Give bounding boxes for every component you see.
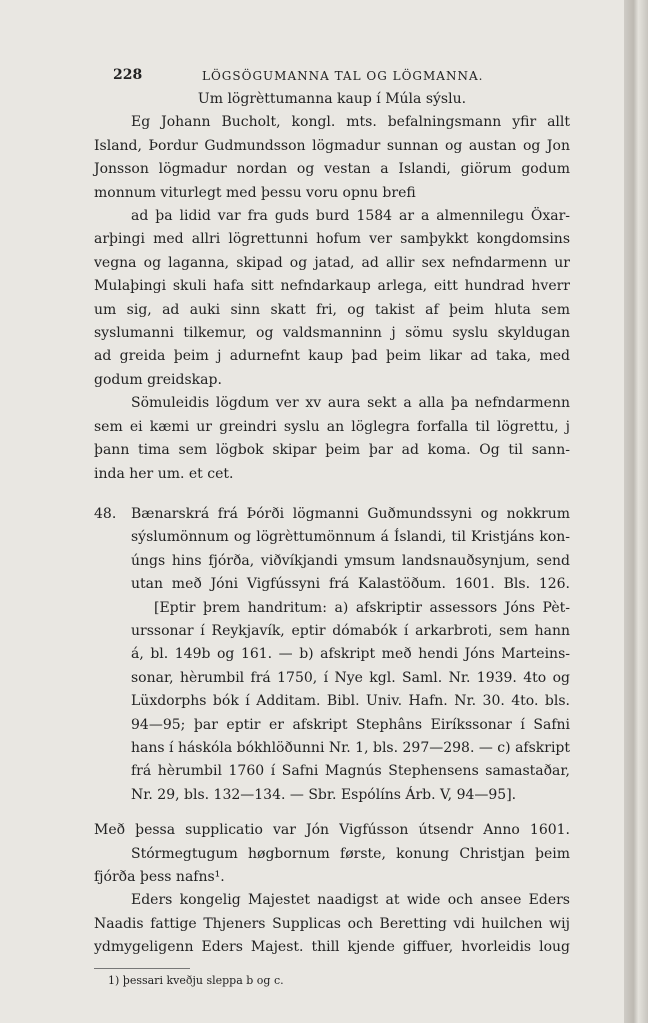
item-48 <box>94 503 570 807</box>
footnote-rule <box>94 968 190 969</box>
source-note-line: urssonar í Reykjavík, eptir dómabók í arkarbroti, sem hann <box>131 622 570 639</box>
page-header <box>94 60 570 88</box>
text-line: ad greida þeim j adurnefnt kaup þad þeim likar ad taka, med <box>94 348 570 365</box>
text-line: Naadis fattige Thjeners Supplicas och Beretting vdi huilchen wij <box>94 915 570 932</box>
spacer <box>94 807 570 819</box>
text-line: Eg Johann Bucholt, kongl. mts. befalningsmann yfir allt <box>131 114 570 131</box>
source-note-line: Lüxdorphs bók í Additam. Bibl. Univ. Hafn. Nr. 30. 4to. bls. <box>131 693 570 710</box>
source-note-line: [Eptir þrem handritum: a) afskriptir assessors Jóns Pèt- <box>154 599 570 616</box>
source-note-line: Nr. 29, bls. 132—134. — Sbr. Espólíns Árb. V, 94—95]. <box>131 786 517 803</box>
source-note-line: 94—95; þar eptir er afskript Stephâns Eiríkssonar í Safni <box>131 716 570 733</box>
text-line: inda her um. et cet. <box>94 465 234 482</box>
letter-section <box>94 88 570 486</box>
page-edge <box>624 0 648 1023</box>
text-line: fjórða þess nafns¹. <box>94 869 225 885</box>
text-line: Eders kongelig Majestet naadigst at wide och ansee Eders <box>131 892 570 909</box>
text-line: Sömuleidis lögdum ver xv aura sekt a alla þa nefndarmenn <box>131 395 570 412</box>
item-title-text: Bænarskrá frá Þórði lögmanni Guðmundssyni og nokkrum <box>131 505 570 522</box>
letter-heading: Um lögrèttumanna kaup í Múla sýslu. <box>197 91 467 107</box>
page-number: 228 <box>113 67 143 83</box>
text-line: Mulaþingi skuli hafa sitt nefndarkaup arlega, eitt hundrad hverr <box>94 278 570 295</box>
source-note-line: á, bl. 149b og 161. — b) afskript með hendi Jóns Marteins- <box>131 646 570 663</box>
text-line: syslumanni tilkemur, og valdsmanninn j sömu syslu skyldugan <box>94 325 570 342</box>
text-line: vegna og laganna, skipad og jatad, ad allir sex nefndarmenn ur <box>94 254 570 271</box>
item-number: 48. <box>94 505 117 522</box>
item-title-line: utan með Jóni Vigfússyni frá Kalastöðum. 1601. Bls. 126. <box>131 576 570 593</box>
item-title-line: sýslumönnum og lögrèttumönnum á Íslandi, til Kristjáns kon- <box>131 529 570 546</box>
text-line: Jonsson lögmadur nordan og vestan a Islandi, giörum godum <box>94 161 570 178</box>
text-line: ydmygeligenn Eders Majest. thill kjende giffuer, hvorleidis loug <box>94 939 570 956</box>
supplication-section <box>94 819 570 959</box>
text-line: arþingi med allri lögrettunni hofum ver samþykkt kongdomsins <box>94 231 570 248</box>
item-title-line: úngs hins fjórða, viðvíkjandi ymsum landsnauðsynjum, send <box>131 552 570 569</box>
footnote: 1) þessari kveðju sleppa b og c. <box>108 973 284 987</box>
source-note-line: hans í háskóla bókhlöðunni Nr. 1, bls. 297—298. — c) afskript <box>131 739 571 756</box>
page-text <box>94 60 570 989</box>
text-line: Með þessa supplicatio var Jón Vigfússon útsendr Anno 1601. <box>94 822 570 839</box>
text-line: Stórmegtugum høgbornum første, konung Christjan þeim <box>131 845 570 862</box>
text-line: monnum viturlegt med þessu voru opnu brefi <box>94 184 416 201</box>
text-line: ad þa lidid var fra guds burd 1584 ar a almennilegu Öxar- <box>131 208 570 225</box>
spacer <box>94 486 570 503</box>
source-note-line: frá hèrumbil 1760 í Safni Magnús Stephensens samastaðar, <box>131 763 570 780</box>
text-line: godum greidskap. <box>94 371 222 388</box>
text-line: um sig, ad auki sinn skatt fri, og takist af þeim hluta sem <box>94 301 570 318</box>
running-title: LÖGSÖGUMANNA TAL OG LÖGMANNA. <box>202 69 484 83</box>
text-line: sem ei kæmi ur greindri syslu an löglegra forfalla til lögrettu, j <box>94 418 570 435</box>
source-note-line: sonar, hèrumbil frá 1750, í Nye kgl. Saml. Nr. 1939. 4to og <box>131 669 570 686</box>
text-line: þann tima sem lögbok skipar þeim þar ad koma. Og til sann- <box>94 442 570 459</box>
item-title-line <box>94 503 570 526</box>
text-line: Island, Þordur Gudmundsson lögmadur sunnan og austan og Jon <box>94 137 570 154</box>
